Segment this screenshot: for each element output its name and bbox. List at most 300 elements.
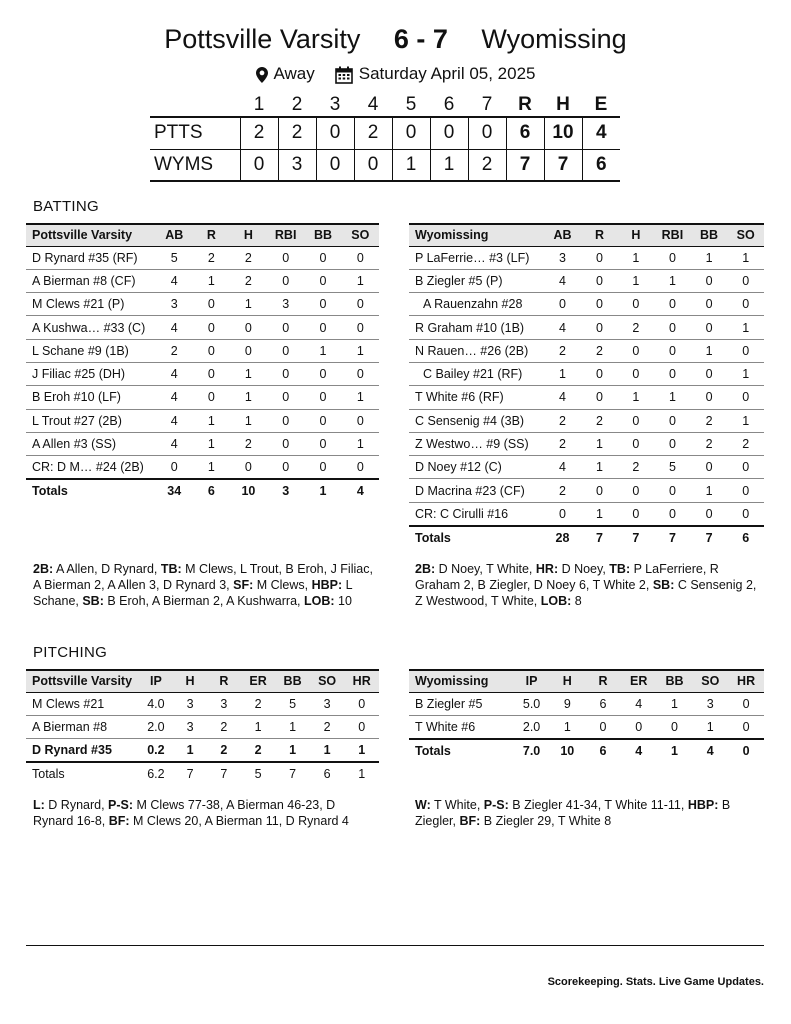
inning-header: 3 — [329, 93, 341, 115]
stat-cell: 0 — [304, 293, 341, 316]
player-name: C Sensenig #4 (3B) — [409, 409, 544, 432]
stat-cell: 2 — [581, 339, 617, 362]
pitching-notes-home — [33, 797, 378, 829]
note-label: L: — [33, 798, 45, 812]
stat-cell: 3 — [310, 692, 345, 715]
stat-cell: 1 — [342, 386, 379, 409]
runs-total: 7 — [506, 149, 544, 181]
inning-header: 6 — [443, 93, 455, 115]
stat-header: BB — [283, 674, 302, 689]
stat-cell: 4 — [156, 409, 193, 432]
stat-cell: 1 — [193, 269, 230, 292]
stat-cell: 2 — [193, 246, 230, 269]
inning-score: 0 — [240, 149, 278, 181]
stat-cell: 4 — [156, 386, 193, 409]
stat-cell: 0 — [267, 386, 304, 409]
stat-cell: 2 — [544, 409, 582, 432]
stat-cell: 0 — [304, 316, 341, 339]
stat-cell: 2 — [727, 432, 764, 455]
inning-score: 0 — [316, 117, 354, 149]
stat-header: R — [206, 228, 216, 243]
stat-header: HR — [737, 674, 756, 689]
totals-cell: 7 — [691, 526, 728, 549]
note-label: HBP: — [311, 578, 343, 592]
stat-cell: 2 — [544, 339, 582, 362]
stat-cell: 1 — [692, 715, 728, 738]
stat-cell: 2 — [581, 409, 617, 432]
stat-cell: 0 — [654, 293, 691, 316]
stat-header: R — [219, 674, 229, 689]
hits-total: 10 — [544, 117, 582, 149]
stat-cell: 0 — [585, 715, 621, 738]
stat-cell: 4.0 — [139, 692, 174, 715]
stat-cell: 4 — [544, 316, 582, 339]
stat-cell: 0 — [654, 316, 691, 339]
stat-cell: 0 — [691, 362, 728, 385]
stat-cell: 1 — [275, 715, 310, 738]
stat-header: BB — [665, 674, 684, 689]
stat-cell: 0 — [727, 339, 764, 362]
stat-header: H — [243, 228, 253, 243]
stat-header: RBI — [274, 228, 297, 243]
stat-cell: 0 — [727, 456, 764, 479]
stat-cell: 2.0 — [139, 715, 174, 738]
stat-cell: 3 — [207, 692, 241, 715]
note-text: P LaFerriere, R Graham 2, B Ziegler, D Noey 6, T White 2, — [415, 562, 719, 592]
note-label: SB: — [82, 594, 104, 608]
stat-header: SO — [701, 674, 720, 689]
stat-cell: 2 — [230, 246, 267, 269]
stat-cell: 0 — [618, 362, 654, 385]
stat-cell: 5 — [275, 692, 310, 715]
totals-cell: 28 — [544, 526, 582, 549]
stat-cell: 5 — [654, 456, 691, 479]
note-text: B Ziegler 29, T White 8 — [480, 814, 612, 828]
game-score: 6 - 7 — [393, 24, 448, 54]
stat-cell: 0 — [654, 362, 691, 385]
note-label: BF: — [108, 814, 130, 828]
note-text: M Clews 77-38, A Bierman 46-23, D Rynard 16-8, — [33, 798, 336, 828]
stat-cell: 1 — [342, 269, 379, 292]
note-text: M Clews 20, A Bierman 11, D Rynard 4 — [129, 814, 349, 828]
inning-score: 2 — [278, 117, 316, 149]
stat-cell: 0 — [654, 339, 691, 362]
stat-cell: 0 — [267, 316, 304, 339]
stat-cell: 0 — [654, 432, 691, 455]
stat-cell: 0 — [727, 479, 764, 502]
totals-cell: 5 — [254, 767, 262, 782]
stat-cell: 1 — [691, 479, 728, 502]
totals-cell: 6.2 — [147, 767, 165, 782]
note-label: LOB: — [303, 594, 335, 608]
footer-tagline: Scorekeeping. Stats. Live Game Updates. — [547, 976, 764, 988]
stat-cell: 1 — [654, 269, 691, 292]
stat-cell: 2 — [230, 269, 267, 292]
stat-cell: 4 — [156, 269, 193, 292]
player-name: L Schane #9 (1B) — [26, 339, 156, 362]
table-row — [409, 293, 764, 316]
note-text: M Clews, — [253, 578, 312, 592]
stat-cell: 3 — [267, 293, 304, 316]
stat-cell: 0 — [691, 386, 728, 409]
totals-label: Totals — [409, 739, 514, 762]
table-row — [409, 479, 764, 502]
stat-cell: 0 — [304, 386, 341, 409]
note-text: B Eroh, A Bierman 2, A Kushwarra, — [103, 594, 304, 608]
stat-cell: 1 — [230, 409, 267, 432]
note-text: D Noey, — [558, 562, 610, 576]
stat-cell: 4 — [156, 362, 193, 385]
linescore-team: WYMS — [150, 149, 240, 181]
game-date: Saturday April 05, 2025 — [358, 64, 536, 83]
stat-cell: 0 — [267, 339, 304, 362]
stat-cell: 0 — [727, 269, 764, 292]
player-name: A Kushwa… #33 (C) — [26, 316, 156, 339]
table-row — [409, 715, 764, 738]
stat-cell: 0 — [304, 362, 341, 385]
inning-header: 7 — [481, 93, 493, 115]
player-name: CR: C Cirulli #16 — [409, 502, 544, 525]
stat-cell: 0 — [544, 502, 582, 525]
pitching-table-home — [26, 669, 379, 785]
stat-header: ER — [630, 674, 648, 689]
stat-header: SO — [736, 228, 755, 243]
totals-row — [409, 526, 764, 549]
stat-cell: 1 — [549, 715, 585, 738]
note-text: A Allen, D Rynard, — [53, 562, 161, 576]
totals-cell: 7 — [186, 767, 194, 782]
inning-score: 3 — [278, 149, 316, 181]
stat-cell: 9 — [549, 692, 585, 715]
stat-cell: 1 — [544, 362, 582, 385]
player-name: T White #6 (RF) — [409, 386, 544, 409]
stat-cell: 1 — [618, 269, 654, 292]
note-text: L Schane, — [33, 578, 353, 608]
stat-cell: 3 — [173, 692, 207, 715]
stat-cell: 1 — [342, 339, 379, 362]
table-row — [26, 293, 379, 316]
stat-cell: 0 — [691, 316, 728, 339]
note-text: B Ziegler, — [415, 798, 731, 828]
inning-score: 2 — [354, 117, 392, 149]
table-row — [409, 269, 764, 292]
stat-header: H — [631, 228, 641, 243]
totals-cell: 7 — [654, 526, 691, 549]
stat-cell: 2 — [207, 739, 241, 762]
table-row — [26, 432, 379, 455]
note-text: B Ziegler 41-34, T White 11-11, — [508, 798, 688, 812]
totals-label: Totals — [32, 767, 65, 782]
stat-cell: 0 — [342, 246, 379, 269]
table-row — [409, 692, 764, 715]
stat-cell: 1 — [310, 739, 345, 762]
batting-table-away — [409, 223, 764, 549]
totals-cell: 1 — [358, 767, 366, 782]
totals-cell: 7 — [581, 526, 617, 549]
linescore-team: PTTS — [150, 117, 240, 149]
stat-cell: 3 — [692, 692, 728, 715]
hits-total: 7 — [544, 149, 582, 181]
footer-divider — [26, 945, 764, 946]
inning-score: 0 — [468, 117, 506, 149]
table-row — [26, 739, 379, 762]
stat-cell: 0 — [618, 293, 654, 316]
player-name: B Ziegler #5 (P) — [409, 269, 544, 292]
stat-cell: 0 — [728, 692, 764, 715]
totals-cell: 7.0 — [514, 739, 550, 762]
stat-header: BB — [313, 228, 333, 243]
player-name: CR: D M… #24 (2B) — [26, 456, 156, 479]
errors-total: 4 — [582, 117, 620, 149]
stat-cell: 0 — [342, 456, 379, 479]
stat-cell: 0 — [727, 386, 764, 409]
table-row — [26, 316, 379, 339]
stat-cell: 3 — [173, 715, 207, 738]
stat-cell: 4 — [544, 269, 582, 292]
stat-cell: 0 — [304, 432, 341, 455]
note-text: M Clews, L Trout, B Eroh, J Filiac, A Bierman 2, A Allen 3, D Rynard 3, — [33, 562, 373, 592]
stat-cell: 0 — [581, 479, 617, 502]
stat-cell: 0.2 — [139, 739, 174, 762]
table-header-row — [26, 224, 379, 246]
player-name: D Macrina #23 (CF) — [409, 479, 544, 502]
stat-cell: 0 — [727, 293, 764, 316]
stat-cell: 0 — [267, 246, 304, 269]
inning-score: 0 — [354, 149, 392, 181]
player-name: Z Westwo… #9 (SS) — [409, 432, 544, 455]
stat-cell: 4 — [621, 692, 657, 715]
table-row — [26, 692, 379, 715]
home-team-name: Pottsville Varsity — [164, 24, 361, 54]
stat-header: SO — [351, 228, 370, 243]
stat-cell: 5 — [156, 246, 193, 269]
stat-cell: 0 — [267, 432, 304, 455]
inning-header: 2 — [291, 93, 303, 115]
stat-cell: 4 — [156, 432, 193, 455]
stat-cell: 3 — [156, 293, 193, 316]
batting-table-home — [26, 223, 379, 502]
totals-cell: 7 — [220, 767, 228, 782]
stat-cell: 1 — [581, 432, 617, 455]
stat-cell: 0 — [230, 456, 267, 479]
stat-header: ER — [249, 674, 267, 689]
stat-cell: 0 — [544, 293, 582, 316]
stat-cell: 2 — [241, 739, 276, 762]
table-row — [409, 409, 764, 432]
totals-cell: 7 — [618, 526, 654, 549]
table-header-row — [26, 670, 379, 692]
table-row — [409, 362, 764, 385]
stat-cell: 1 — [581, 456, 617, 479]
stat-cell: 0 — [618, 432, 654, 455]
note-label: P-S: — [483, 798, 509, 812]
totals-cell: 10 — [549, 739, 585, 762]
note-label: 2B: — [33, 562, 54, 576]
totals-row — [26, 762, 379, 785]
pitching-table-away — [409, 669, 764, 762]
batting-section-title: BATTING — [33, 198, 99, 215]
inning-score: 2 — [468, 149, 506, 181]
stat-header: RBI — [661, 228, 684, 243]
hits-header: H — [556, 93, 570, 115]
stat-cell: 0 — [618, 502, 654, 525]
map-pin-icon — [256, 64, 268, 84]
table-row — [409, 339, 764, 362]
table-row — [409, 316, 764, 339]
note-label: BF: — [459, 814, 481, 828]
note-label: P-S: — [108, 798, 134, 812]
stat-cell: 0 — [691, 456, 728, 479]
stat-cell: 0 — [304, 409, 341, 432]
totals-cell: 4 — [692, 739, 728, 762]
stat-header: R — [594, 228, 604, 243]
stat-cell: 1 — [727, 316, 764, 339]
stat-header: HR — [352, 674, 371, 689]
note-text: 8 — [571, 594, 582, 608]
totals-row — [409, 739, 764, 762]
totals-label: Totals — [26, 479, 156, 502]
stat-cell: 0 — [691, 293, 728, 316]
game-info — [0, 64, 791, 84]
stat-cell: 1 — [193, 409, 230, 432]
stat-cell: 4 — [544, 386, 582, 409]
table-row — [26, 246, 379, 269]
table-row — [26, 269, 379, 292]
stat-cell: 1 — [581, 502, 617, 525]
stat-cell: 0 — [267, 362, 304, 385]
inning-score: 2 — [240, 117, 278, 149]
inning-score: 1 — [392, 149, 430, 181]
stat-cell: 0 — [342, 293, 379, 316]
stat-cell: 1 — [727, 409, 764, 432]
table-row — [26, 339, 379, 362]
stat-header: AB — [165, 228, 184, 243]
stat-cell: 2 — [230, 432, 267, 455]
stat-header: IP — [150, 674, 162, 689]
stat-cell: 0 — [691, 502, 728, 525]
player-name: C Bailey #21 (RF) — [409, 362, 544, 385]
team-header: Wyomissing — [415, 228, 489, 243]
errors-total: 6 — [582, 149, 620, 181]
stat-cell: 1 — [342, 432, 379, 455]
totals-cell: 7 — [289, 767, 297, 782]
totals-cell: 4 — [621, 739, 657, 762]
inning-header: 4 — [367, 93, 379, 115]
stat-cell: 2 — [618, 316, 654, 339]
stat-cell: 0 — [654, 479, 691, 502]
stat-header: AB — [553, 228, 572, 243]
stat-cell: 2.0 — [514, 715, 550, 738]
linescore-row-away — [150, 149, 620, 181]
stat-header: H — [562, 674, 572, 689]
totals-cell: 1 — [304, 479, 341, 502]
totals-cell: 6 — [727, 526, 764, 549]
inning-header: 5 — [405, 93, 417, 115]
inning-score: 0 — [316, 149, 354, 181]
stat-header: SO — [318, 674, 337, 689]
stat-cell: 0 — [581, 269, 617, 292]
linescore-table — [150, 93, 620, 182]
stat-cell: 1 — [618, 386, 654, 409]
stat-cell: 2 — [691, 432, 728, 455]
stat-cell: 0 — [304, 269, 341, 292]
stat-cell: 0 — [344, 692, 379, 715]
pitching-notes-away — [415, 797, 765, 829]
stat-cell: 0 — [581, 362, 617, 385]
stat-cell: 0 — [193, 339, 230, 362]
player-name: M Clews #21 — [26, 692, 139, 715]
table-row — [26, 362, 379, 385]
stat-cell: 0 — [654, 246, 691, 269]
stat-cell: 1 — [727, 362, 764, 385]
pitching-section-title: PITCHING — [33, 644, 108, 661]
player-name: D Noey #12 (C) — [409, 456, 544, 479]
player-name: D Rynard #35 (RF) — [26, 246, 156, 269]
stat-cell: 0 — [657, 715, 693, 738]
note-label: HR: — [535, 562, 559, 576]
stat-cell: 0 — [267, 456, 304, 479]
stat-cell: 6 — [585, 692, 621, 715]
stat-cell: 2 — [310, 715, 345, 738]
stat-cell: 0 — [342, 362, 379, 385]
player-name: L Trout #27 (2B) — [26, 409, 156, 432]
team-header: Wyomissing — [415, 674, 489, 689]
stat-cell: 2 — [156, 339, 193, 362]
totals-label: Totals — [409, 526, 544, 549]
table-row — [409, 502, 764, 525]
note-text: D Noey, T White, — [435, 562, 536, 576]
stat-cell: 1 — [654, 386, 691, 409]
totals-cell: 6 — [323, 767, 331, 782]
stat-cell: 0 — [581, 316, 617, 339]
batting-notes-away — [415, 561, 760, 609]
totals-cell: 4 — [342, 479, 379, 502]
stat-cell: 0 — [230, 316, 267, 339]
totals-cell: 10 — [230, 479, 267, 502]
stat-cell: 0 — [267, 269, 304, 292]
stat-cell: 1 — [241, 715, 276, 738]
stat-cell: 1 — [173, 739, 207, 762]
player-name: J Filiac #25 (DH) — [26, 362, 156, 385]
stat-cell: 2 — [241, 692, 276, 715]
stat-cell: 2 — [544, 479, 582, 502]
batting-notes-home — [33, 561, 378, 609]
stat-cell: 0 — [618, 409, 654, 432]
stat-cell: 2 — [691, 409, 728, 432]
stat-cell: 1 — [304, 339, 341, 362]
stat-cell: 0 — [193, 362, 230, 385]
totals-cell: 3 — [267, 479, 304, 502]
totals-cell: 6 — [193, 479, 230, 502]
stat-cell: 1 — [230, 386, 267, 409]
inning-header: 1 — [253, 93, 265, 115]
note-text: D Rynard, — [44, 798, 109, 812]
stat-cell: 0 — [728, 715, 764, 738]
stat-cell: 0 — [156, 456, 193, 479]
stat-cell: 1 — [230, 362, 267, 385]
table-row — [409, 386, 764, 409]
player-name: D Rynard #35 — [26, 739, 139, 762]
table-row — [26, 456, 379, 479]
totals-row — [26, 479, 379, 502]
note-label: HBP: — [687, 798, 719, 812]
stat-cell: 3 — [544, 246, 582, 269]
inning-score: 1 — [430, 149, 468, 181]
stat-cell: 0 — [727, 502, 764, 525]
stat-cell: 1 — [618, 246, 654, 269]
game-header — [0, 24, 791, 55]
stat-header: BB — [700, 228, 719, 243]
